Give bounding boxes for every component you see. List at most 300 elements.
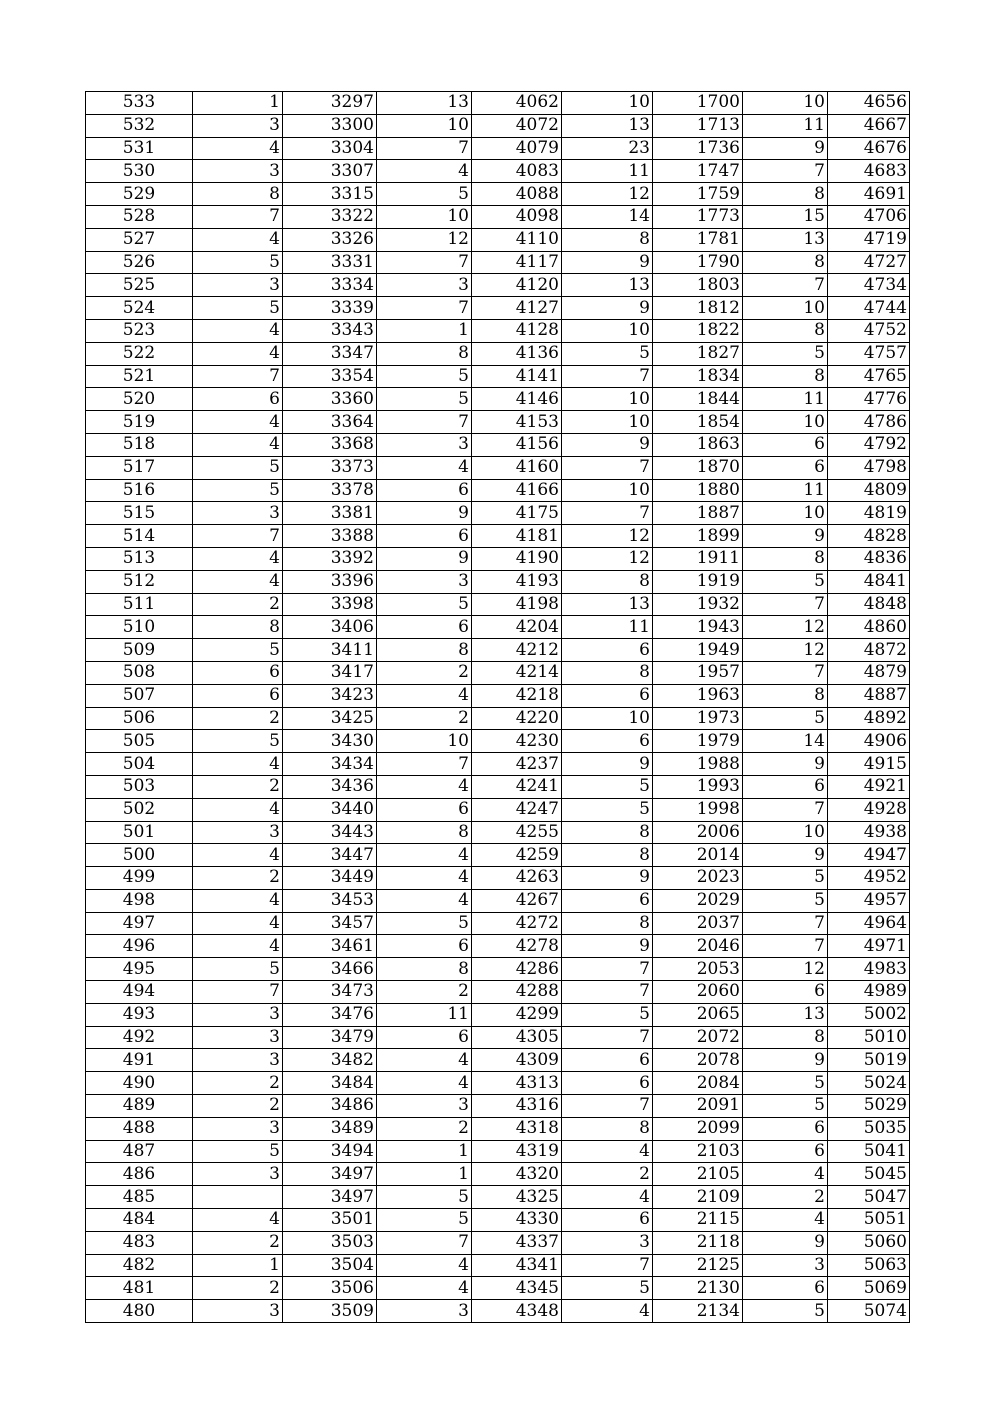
score-cell: 520 — [86, 388, 193, 411]
value-cell: 6 — [562, 1209, 653, 1232]
value-cell: 4305 — [472, 1026, 562, 1049]
value-cell: 2006 — [653, 821, 743, 844]
value-cell: 8 — [562, 228, 653, 251]
table-row — [86, 593, 910, 616]
value-cell: 3381 — [283, 502, 377, 525]
value-cell: 4241 — [472, 775, 562, 798]
value-cell: 23 — [562, 137, 653, 160]
table-row — [86, 92, 910, 115]
value-cell: 3425 — [283, 707, 377, 730]
value-cell: 4318 — [472, 1117, 562, 1140]
table-row — [86, 844, 910, 867]
value-cell: 3 — [193, 1026, 283, 1049]
value-cell: 4719 — [828, 228, 910, 251]
value-cell: 3398 — [283, 593, 377, 616]
value-cell: 3430 — [283, 730, 377, 753]
score-cell: 486 — [86, 1163, 193, 1186]
value-cell: 4153 — [472, 411, 562, 434]
value-cell: 5010 — [828, 1026, 910, 1049]
value-cell: 4330 — [472, 1209, 562, 1232]
value-cell: 4828 — [828, 525, 910, 548]
value-cell: 7 — [562, 365, 653, 388]
value-cell: 1 — [193, 1254, 283, 1277]
value-cell: 4798 — [828, 456, 910, 479]
score-cell: 508 — [86, 661, 193, 684]
value-cell: 2 — [193, 1231, 283, 1254]
value-cell: 3364 — [283, 411, 377, 434]
value-cell: 3501 — [283, 1209, 377, 1232]
value-cell: 4175 — [472, 502, 562, 525]
value-cell: 5045 — [828, 1163, 910, 1186]
value-cell: 1781 — [653, 228, 743, 251]
value-cell: 4259 — [472, 844, 562, 867]
value-cell: 4190 — [472, 547, 562, 570]
score-cell: 528 — [86, 205, 193, 228]
score-cell: 502 — [86, 798, 193, 821]
table-row — [86, 775, 910, 798]
value-cell: 5 — [743, 1300, 828, 1323]
value-cell: 7 — [193, 981, 283, 1004]
value-cell: 5 — [377, 1209, 472, 1232]
value-cell: 2046 — [653, 935, 743, 958]
value-cell: 1863 — [653, 433, 743, 456]
score-cell: 533 — [86, 92, 193, 115]
table-row — [86, 912, 910, 935]
score-cell: 523 — [86, 319, 193, 342]
value-cell: 2130 — [653, 1277, 743, 1300]
value-cell: 1870 — [653, 456, 743, 479]
value-cell: 4117 — [472, 251, 562, 274]
value-cell: 7 — [743, 798, 828, 821]
value-cell: 3453 — [283, 889, 377, 912]
value-cell: 6 — [562, 1072, 653, 1095]
value-cell: 3436 — [283, 775, 377, 798]
table-row — [86, 1049, 910, 1072]
score-cell: 530 — [86, 160, 193, 183]
value-cell: 1812 — [653, 297, 743, 320]
table-row — [86, 1277, 910, 1300]
value-cell: 3354 — [283, 365, 377, 388]
value-cell: 1834 — [653, 365, 743, 388]
value-cell: 1854 — [653, 411, 743, 434]
value-cell: 4120 — [472, 274, 562, 297]
value-cell: 8 — [562, 912, 653, 935]
value-cell: 9 — [743, 1231, 828, 1254]
value-cell: 12 — [562, 547, 653, 570]
score-cell: 497 — [86, 912, 193, 935]
value-cell: 1963 — [653, 684, 743, 707]
value-cell: 4 — [193, 342, 283, 365]
value-cell: 5 — [377, 1186, 472, 1209]
value-cell: 4676 — [828, 137, 910, 160]
value-cell: 9 — [562, 935, 653, 958]
table-row — [86, 319, 910, 342]
value-cell: 3 — [193, 821, 283, 844]
score-cell: 510 — [86, 616, 193, 639]
value-cell: 8 — [743, 684, 828, 707]
value-cell: 7 — [193, 205, 283, 228]
value-cell: 2109 — [653, 1186, 743, 1209]
table-row — [86, 753, 910, 776]
value-cell: 2091 — [653, 1095, 743, 1118]
value-cell: 7 — [743, 593, 828, 616]
score-cell: 526 — [86, 251, 193, 274]
value-cell: 1844 — [653, 388, 743, 411]
value-cell: 6 — [743, 981, 828, 1004]
value-cell: 4879 — [828, 661, 910, 684]
value-cell: 4160 — [472, 456, 562, 479]
score-cell: 517 — [86, 456, 193, 479]
table-body — [86, 92, 910, 1323]
value-cell: 4 — [193, 547, 283, 570]
table-row — [86, 1072, 910, 1095]
value-cell: 3440 — [283, 798, 377, 821]
value-cell: 4 — [562, 1300, 653, 1323]
value-cell: 4 — [377, 1254, 472, 1277]
table-row — [86, 365, 910, 388]
value-cell: 9 — [562, 297, 653, 320]
table-row — [86, 274, 910, 297]
value-cell: 5 — [377, 365, 472, 388]
value-cell: 1899 — [653, 525, 743, 548]
value-cell: 9 — [562, 867, 653, 890]
value-cell: 3304 — [283, 137, 377, 160]
value-cell: 4 — [193, 798, 283, 821]
value-cell: 8 — [193, 183, 283, 206]
value-cell: 10 — [743, 411, 828, 434]
value-cell: 6 — [743, 456, 828, 479]
value-cell: 4110 — [472, 228, 562, 251]
value-cell: 4887 — [828, 684, 910, 707]
value-cell: 4 — [377, 1049, 472, 1072]
value-cell: 3 — [193, 1003, 283, 1026]
value-cell: 8 — [193, 616, 283, 639]
score-cell: 518 — [86, 433, 193, 456]
table-row — [86, 798, 910, 821]
value-cell: 3 — [193, 114, 283, 137]
value-cell: 1790 — [653, 251, 743, 274]
value-cell: 4 — [193, 319, 283, 342]
value-cell: 4 — [193, 912, 283, 935]
value-cell: 4921 — [828, 775, 910, 798]
value-cell: 3494 — [283, 1140, 377, 1163]
value-cell: 9 — [377, 502, 472, 525]
value-cell: 4809 — [828, 479, 910, 502]
value-cell: 2 — [193, 707, 283, 730]
value-cell: 1993 — [653, 775, 743, 798]
value-cell: 4166 — [472, 479, 562, 502]
value-cell: 4 — [377, 775, 472, 798]
value-cell: 6 — [377, 935, 472, 958]
value-cell: 4128 — [472, 319, 562, 342]
value-cell: 4348 — [472, 1300, 562, 1323]
value-cell: 4819 — [828, 502, 910, 525]
value-cell: 9 — [562, 433, 653, 456]
value-cell: 4267 — [472, 889, 562, 912]
value-cell: 13 — [562, 114, 653, 137]
value-cell: 7 — [377, 411, 472, 434]
value-cell: 9 — [377, 547, 472, 570]
score-cell: 487 — [86, 1140, 193, 1163]
value-cell: 4836 — [828, 547, 910, 570]
value-cell: 4989 — [828, 981, 910, 1004]
value-cell: 4079 — [472, 137, 562, 160]
value-cell: 1759 — [653, 183, 743, 206]
value-cell: 3411 — [283, 639, 377, 662]
value-cell: 4947 — [828, 844, 910, 867]
value-cell: 3497 — [283, 1186, 377, 1209]
value-cell: 4971 — [828, 935, 910, 958]
value-cell: 4691 — [828, 183, 910, 206]
value-cell: 3 — [562, 1231, 653, 1254]
value-cell: 3297 — [283, 92, 377, 115]
value-cell: 5051 — [828, 1209, 910, 1232]
value-cell: 1998 — [653, 798, 743, 821]
score-cell: 496 — [86, 935, 193, 958]
value-cell: 11 — [743, 479, 828, 502]
value-cell: 9 — [743, 844, 828, 867]
score-cell: 512 — [86, 570, 193, 593]
value-cell: 4247 — [472, 798, 562, 821]
score-cell: 498 — [86, 889, 193, 912]
table-row — [86, 1163, 910, 1186]
value-cell: 5 — [377, 593, 472, 616]
score-cell: 532 — [86, 114, 193, 137]
value-cell: 8 — [743, 547, 828, 570]
value-cell: 3497 — [283, 1163, 377, 1186]
table-row — [86, 251, 910, 274]
value-cell: 8 — [377, 342, 472, 365]
value-cell: 1911 — [653, 547, 743, 570]
score-cell: 488 — [86, 1117, 193, 1140]
value-cell: 4 — [193, 411, 283, 434]
score-cell: 481 — [86, 1277, 193, 1300]
value-cell: 10 — [562, 411, 653, 434]
value-cell: 4656 — [828, 92, 910, 115]
table-row — [86, 1095, 910, 1118]
value-cell: 3486 — [283, 1095, 377, 1118]
value-cell: 4906 — [828, 730, 910, 753]
value-cell: 13 — [377, 92, 472, 115]
value-cell: 3 — [193, 502, 283, 525]
value-cell: 11 — [377, 1003, 472, 1026]
table-row — [86, 821, 910, 844]
value-cell: 13 — [743, 1003, 828, 1026]
value-cell: 4 — [193, 228, 283, 251]
value-cell: 9 — [743, 1049, 828, 1072]
value-cell: 3331 — [283, 251, 377, 274]
value-cell: 3396 — [283, 570, 377, 593]
value-cell: 4 — [562, 1186, 653, 1209]
value-cell: 9 — [743, 137, 828, 160]
value-cell: 1803 — [653, 274, 743, 297]
value-cell: 3368 — [283, 433, 377, 456]
score-cell: 509 — [86, 639, 193, 662]
value-cell: 3417 — [283, 661, 377, 684]
value-cell: 4288 — [472, 981, 562, 1004]
value-cell: 2 — [193, 775, 283, 798]
score-cell: 484 — [86, 1209, 193, 1232]
value-cell: 6 — [743, 1277, 828, 1300]
value-cell: 3479 — [283, 1026, 377, 1049]
value-cell: 4841 — [828, 570, 910, 593]
value-cell: 1 — [377, 1140, 472, 1163]
value-cell: 3 — [193, 1300, 283, 1323]
value-cell: 3326 — [283, 228, 377, 251]
value-cell: 4230 — [472, 730, 562, 753]
value-cell: 5060 — [828, 1231, 910, 1254]
value-cell: 7 — [193, 365, 283, 388]
value-cell: 5 — [193, 1140, 283, 1163]
score-table — [85, 91, 910, 1323]
value-cell: 4892 — [828, 707, 910, 730]
value-cell: 4309 — [472, 1049, 562, 1072]
value-cell: 3392 — [283, 547, 377, 570]
value-cell: 2 — [377, 661, 472, 684]
score-cell: 500 — [86, 844, 193, 867]
value-cell: 2065 — [653, 1003, 743, 1026]
value-cell: 5 — [743, 889, 828, 912]
value-cell: 2078 — [653, 1049, 743, 1072]
value-cell: 4 — [377, 1277, 472, 1300]
table-row — [86, 616, 910, 639]
value-cell: 4098 — [472, 205, 562, 228]
value-cell: 8 — [562, 1117, 653, 1140]
value-cell: 4 — [377, 1072, 472, 1095]
value-cell: 5 — [743, 342, 828, 365]
value-cell: 6 — [562, 639, 653, 662]
value-cell: 6 — [377, 798, 472, 821]
value-cell: 4083 — [472, 160, 562, 183]
value-cell: 9 — [743, 753, 828, 776]
table-row — [86, 137, 910, 160]
value-cell: 6 — [743, 1140, 828, 1163]
value-cell: 4 — [377, 844, 472, 867]
score-cell: 529 — [86, 183, 193, 206]
value-cell: 7 — [562, 981, 653, 1004]
value-cell: 13 — [562, 274, 653, 297]
value-cell: 5 — [193, 958, 283, 981]
value-cell: 4319 — [472, 1140, 562, 1163]
value-cell: 4952 — [828, 867, 910, 890]
value-cell: 4286 — [472, 958, 562, 981]
value-cell: 4776 — [828, 388, 910, 411]
table-row — [86, 1140, 910, 1163]
value-cell: 8 — [562, 570, 653, 593]
value-cell: 2105 — [653, 1163, 743, 1186]
value-cell: 8 — [743, 1026, 828, 1049]
value-cell: 2 — [193, 1072, 283, 1095]
value-cell: 3 — [193, 274, 283, 297]
value-cell: 2037 — [653, 912, 743, 935]
value-cell: 4278 — [472, 935, 562, 958]
value-cell: 5 — [193, 639, 283, 662]
value-cell: 5035 — [828, 1117, 910, 1140]
value-cell: 8 — [562, 844, 653, 867]
value-cell: 5 — [377, 183, 472, 206]
score-cell: 516 — [86, 479, 193, 502]
value-cell: 5 — [193, 479, 283, 502]
table-row — [86, 639, 910, 662]
value-cell: 1773 — [653, 205, 743, 228]
table-row — [86, 958, 910, 981]
table-row — [86, 730, 910, 753]
value-cell: 4146 — [472, 388, 562, 411]
value-cell: 3506 — [283, 1277, 377, 1300]
value-cell: 5002 — [828, 1003, 910, 1026]
value-cell: 10 — [377, 205, 472, 228]
table-row — [86, 114, 910, 137]
table-row — [86, 479, 910, 502]
value-cell: 2 — [377, 1117, 472, 1140]
value-cell: 7 — [562, 1095, 653, 1118]
value-cell: 4 — [193, 844, 283, 867]
value-cell: 4255 — [472, 821, 562, 844]
table-row — [86, 547, 910, 570]
table-row — [86, 1117, 910, 1140]
value-cell: 4 — [377, 889, 472, 912]
value-cell: 3300 — [283, 114, 377, 137]
value-cell: 5 — [193, 456, 283, 479]
value-cell: 8 — [377, 821, 472, 844]
table-row — [86, 388, 910, 411]
value-cell: 4957 — [828, 889, 910, 912]
value-cell: 4928 — [828, 798, 910, 821]
value-cell: 6 — [562, 730, 653, 753]
value-cell: 11 — [743, 388, 828, 411]
value-cell: 5041 — [828, 1140, 910, 1163]
value-cell: 1713 — [653, 114, 743, 137]
value-cell: 3504 — [283, 1254, 377, 1277]
value-cell: 7 — [377, 297, 472, 320]
value-cell: 3434 — [283, 753, 377, 776]
table-row — [86, 525, 910, 548]
value-cell: 7 — [562, 502, 653, 525]
value-cell: 10 — [562, 388, 653, 411]
value-cell: 4072 — [472, 114, 562, 137]
value-cell: 4316 — [472, 1095, 562, 1118]
table-row — [86, 684, 910, 707]
value-cell: 4204 — [472, 616, 562, 639]
value-cell: 1747 — [653, 160, 743, 183]
value-cell: 1 — [193, 92, 283, 115]
value-cell: 4337 — [472, 1231, 562, 1254]
value-cell: 4792 — [828, 433, 910, 456]
value-cell: 4 — [377, 867, 472, 890]
table-row — [86, 297, 910, 320]
value-cell: 4 — [193, 570, 283, 593]
value-cell: 12 — [743, 616, 828, 639]
value-cell: 5 — [193, 297, 283, 320]
value-cell: 4127 — [472, 297, 562, 320]
score-cell: 483 — [86, 1231, 193, 1254]
value-cell: 4757 — [828, 342, 910, 365]
table-row — [86, 342, 910, 365]
score-cell: 522 — [86, 342, 193, 365]
value-cell: 4 — [377, 160, 472, 183]
value-cell: 4156 — [472, 433, 562, 456]
table-row — [86, 570, 910, 593]
value-cell: 2115 — [653, 1209, 743, 1232]
value-cell: 2103 — [653, 1140, 743, 1163]
value-cell: 4062 — [472, 92, 562, 115]
value-cell: 4848 — [828, 593, 910, 616]
value-cell: 4872 — [828, 639, 910, 662]
value-cell: 8 — [743, 251, 828, 274]
value-cell: 6 — [562, 684, 653, 707]
value-cell: 10 — [377, 114, 472, 137]
value-cell: 7 — [562, 456, 653, 479]
